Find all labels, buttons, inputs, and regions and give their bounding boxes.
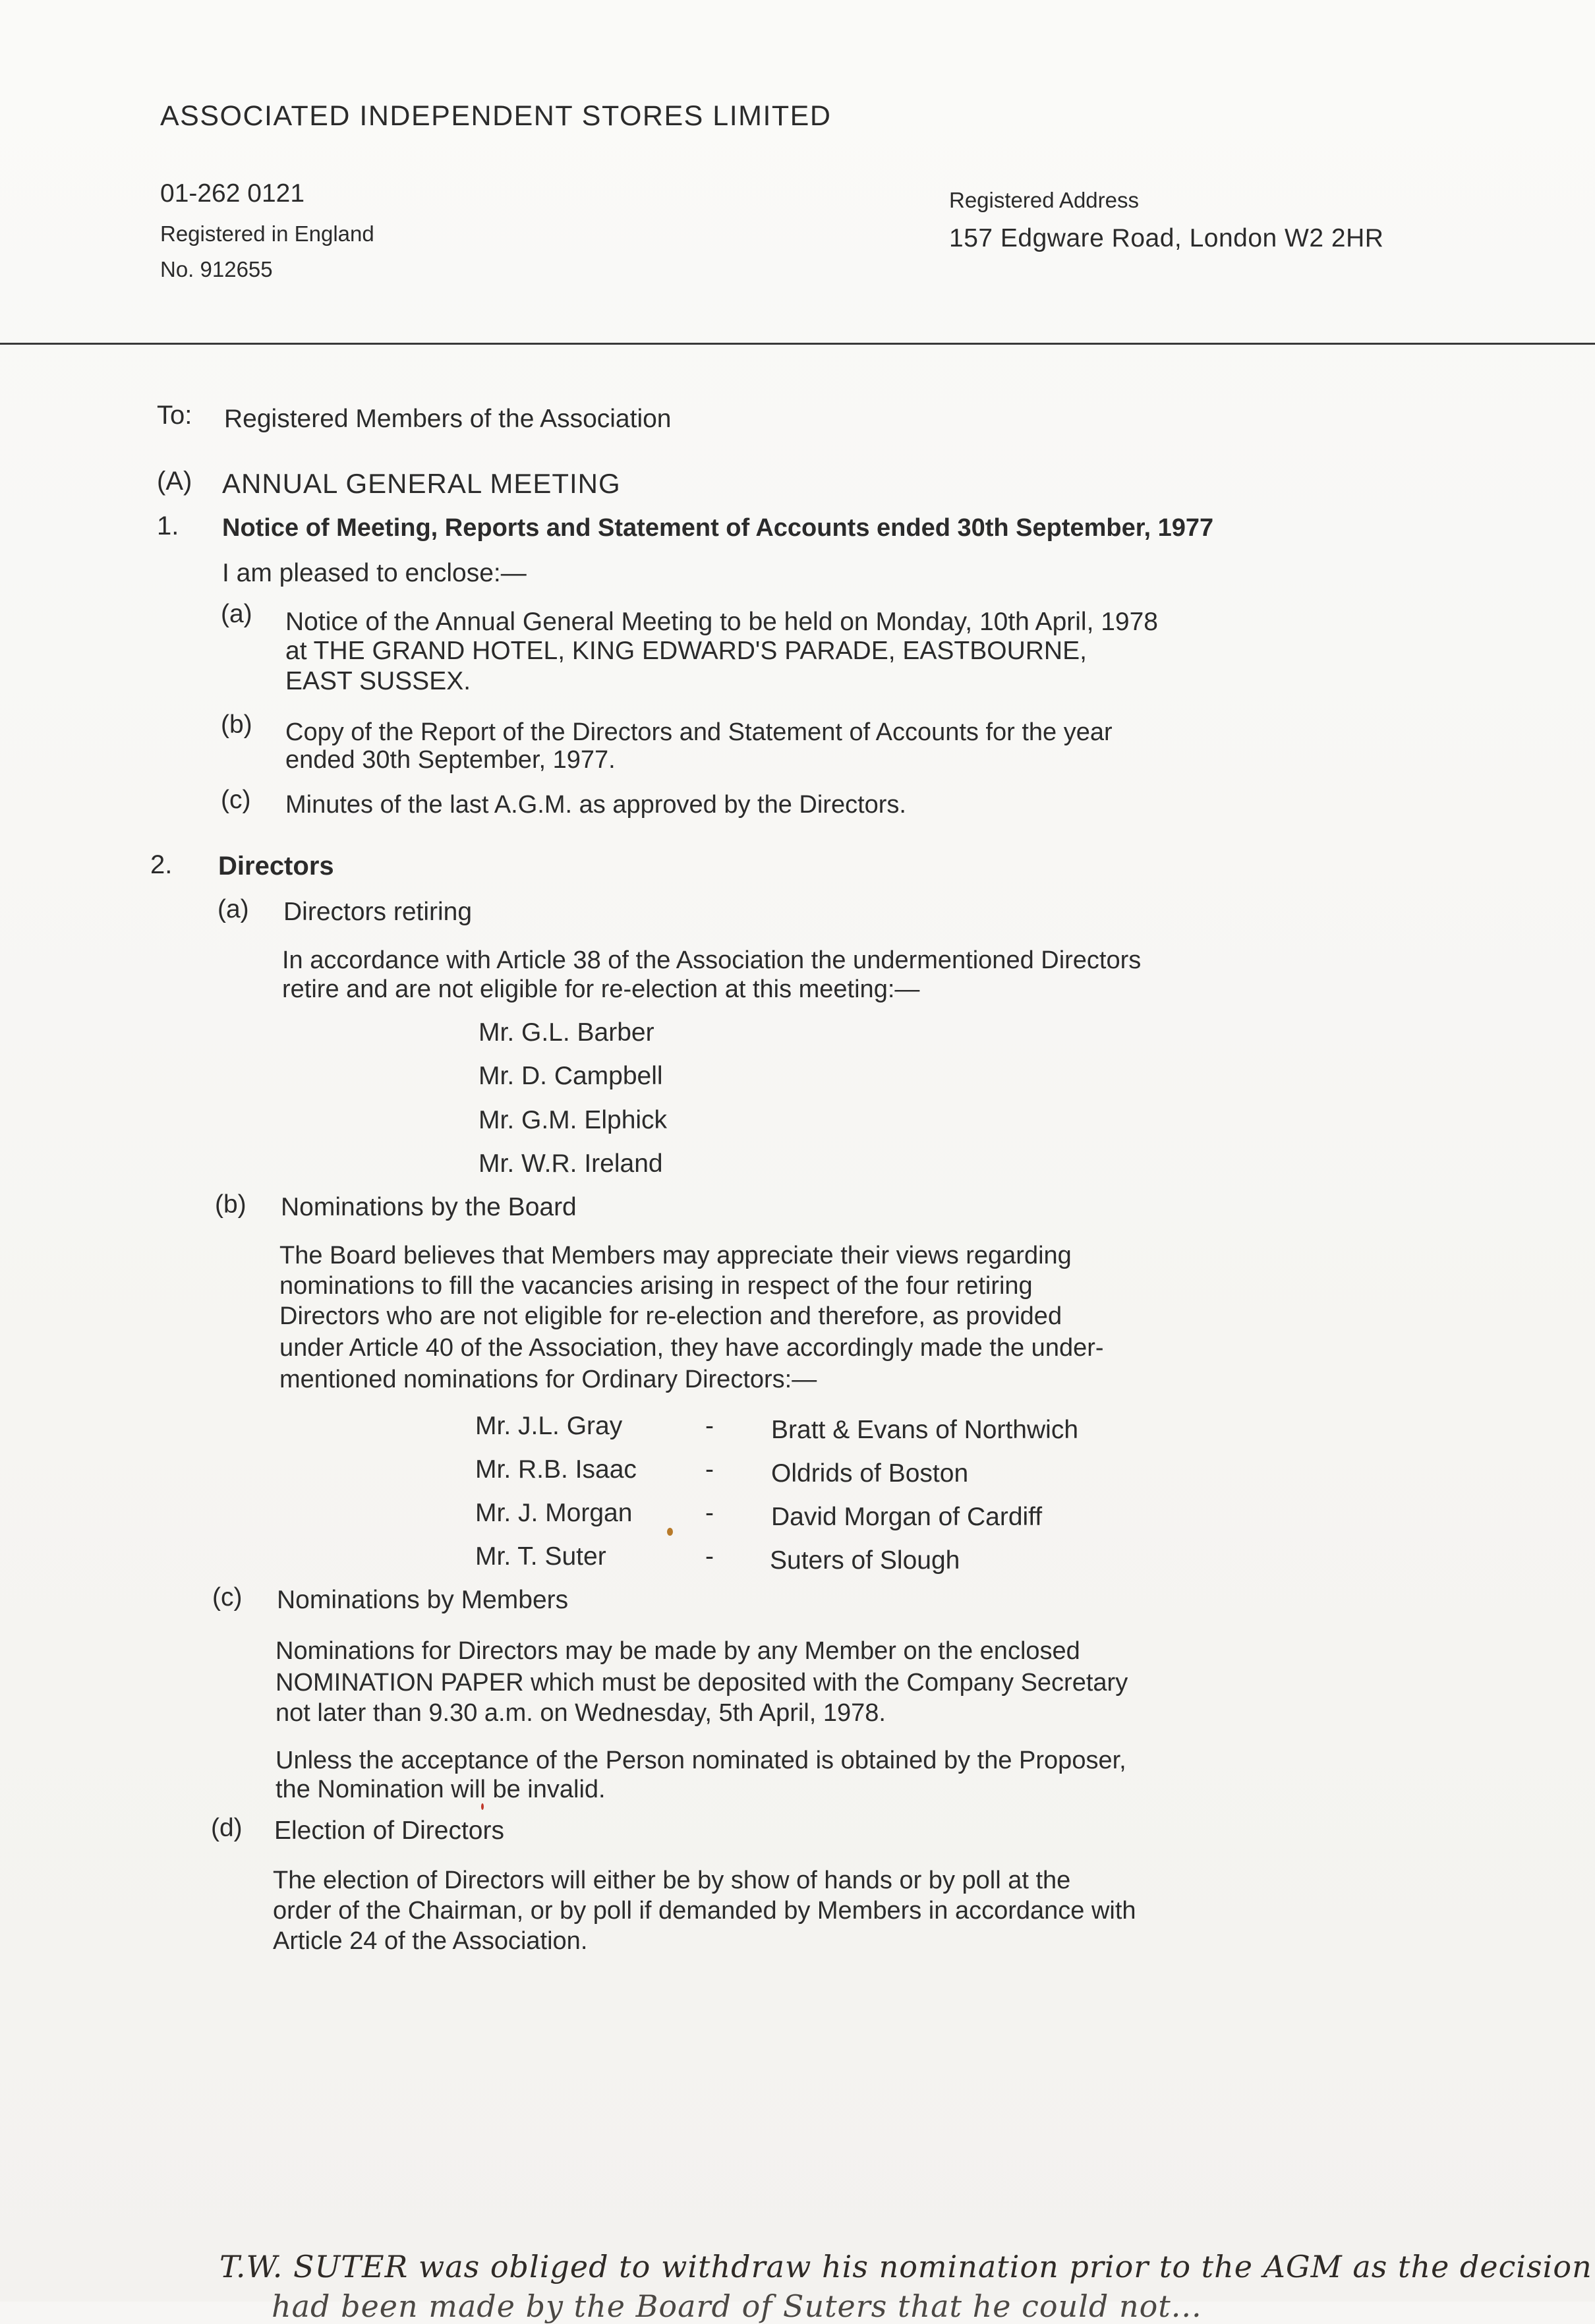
nominee-dash: - <box>705 1542 714 1571</box>
retiring-director: Mr. W.R. Ireland <box>478 1149 663 1178</box>
item-1b-line: Copy of the Report of the Directors and Statement of Accounts for the year <box>285 718 1113 746</box>
retiring-director: Mr. G.M. Elphick <box>478 1106 668 1134</box>
nominee-store: Suters of Slough <box>770 1546 960 1575</box>
paper-speck <box>481 1803 484 1810</box>
item-2a-line: In accordance with Article 38 of the Association the undermentioned Directors <box>282 946 1142 974</box>
item-2a-title: Directors retiring <box>283 898 473 926</box>
registered-address-label: Registered Address <box>949 188 1139 212</box>
retiring-director: Mr. G.L. Barber <box>478 1018 654 1047</box>
nominee-name: Mr. J. Morgan <box>475 1499 633 1527</box>
item-2b-line: under Article 40 of the Association, they have accordingly made the under- <box>279 1334 1104 1362</box>
item-1a-line: EAST SUSSEX. <box>285 667 471 695</box>
item-2c-line: not later than 9.30 a.m. on Wednesday, 5th April, 1978. <box>276 1699 886 1727</box>
nominee-store: Oldrids of Boston <box>771 1459 969 1488</box>
item-1-title: Notice of Meeting, Reports and Statement of Accounts ended 30th September, 1977 <box>222 514 1214 542</box>
item-1c-text: Minutes of the last A.G.M. as approved by the Directors. <box>285 791 906 819</box>
nominee-dash: - <box>705 1455 714 1484</box>
item-2c-line: Nominations for Directors may be made by any Member on the enclosed <box>276 1637 1080 1665</box>
item-2-title: Directors <box>218 852 334 881</box>
nominee-dash: - <box>705 1412 714 1440</box>
item-1a-line: Notice of the Annual General Meeting to be held on Monday, 10th April, 1978 <box>285 608 1159 636</box>
section-letter: (A) <box>157 467 192 496</box>
item-2c-line: NOMINATION PAPER which must be deposited with the Company Secretary <box>276 1669 1128 1697</box>
item-2-number: 2. <box>150 850 173 879</box>
item-2b-line: nominations to fill the vacancies arising in respect of the four retiring <box>279 1272 1033 1300</box>
item-2c-title: Nominations by Members <box>277 1586 569 1614</box>
item-2b-line: The Board believes that Members may appreciate their views regarding <box>279 1242 1072 1269</box>
nominee-store: Bratt & Evans of Northwich <box>771 1416 1079 1444</box>
nominee-dash: - <box>705 1499 714 1527</box>
phone-number: 01-262 0121 <box>160 179 305 208</box>
item-2d-line: Article 24 of the Association. <box>273 1927 588 1955</box>
paper-speck <box>667 1528 673 1536</box>
item-2a-line: retire and are not eligible for re-election at this meeting:— <box>282 975 920 1003</box>
to-label: To: <box>157 401 192 430</box>
item-1b-label: (b) <box>221 711 252 739</box>
item-2b-title: Nominations by the Board <box>281 1193 577 1221</box>
registered-number: No. 912655 <box>160 257 273 281</box>
item-2b-label: (b) <box>215 1190 246 1219</box>
item-2d-title: Election of Directors <box>274 1816 504 1845</box>
handwritten-note-line-2: had been made by the Board of Suters that he could not... <box>272 2288 1202 2324</box>
registered-in: Registered in England <box>160 221 374 246</box>
handwritten-note-line-1: T.W. SUTER was obliged to withdraw his nomination prior to the AGM as the decision <box>219 2249 1592 2284</box>
item-1b-line: ended 30th September, 1977. <box>285 746 616 774</box>
item-2b-line: Directors who are not eligible for re-election and therefore, as provided <box>279 1302 1062 1330</box>
item-1a-label: (a) <box>221 600 252 628</box>
addressee: Registered Members of the Association <box>224 405 672 433</box>
item-2d-label: (d) <box>211 1814 243 1842</box>
item-2c-label: (c) <box>212 1583 243 1612</box>
item-2a-label: (a) <box>218 895 249 923</box>
item-1-number: 1. <box>157 511 179 540</box>
company-name: ASSOCIATED INDEPENDENT STORES LIMITED <box>160 100 832 132</box>
item-1a-line: at THE GRAND HOTEL, KING EDWARD'S PARADE, EASTBOURNE, <box>285 637 1087 665</box>
item-2d-line: order of the Chairman, or by poll if demanded by Members in accordance with <box>273 1897 1136 1925</box>
item-2c-line: Unless the acceptance of the Person nominated is obtained by the Proposer, <box>276 1747 1126 1774</box>
header-divider <box>0 343 1595 345</box>
nominee-name: Mr. J.L. Gray <box>475 1412 623 1440</box>
registered-address: 157 Edgware Road, London W2 2HR <box>949 224 1384 252</box>
nominee-name: Mr. T. Suter <box>475 1542 606 1571</box>
item-1c-label: (c) <box>221 786 251 814</box>
item-2c-line: the Nomination will be invalid. <box>276 1776 606 1803</box>
item-1-intro: I am pleased to enclose:— <box>222 559 527 587</box>
section-title: ANNUAL GENERAL MEETING <box>222 468 621 499</box>
nominee-store: David Morgan of Cardiff <box>771 1503 1043 1531</box>
item-2d-line: The election of Directors will either be by show of hands or by poll at the <box>273 1867 1071 1894</box>
nominee-name: Mr. R.B. Isaac <box>475 1455 637 1484</box>
retiring-director: Mr. D. Campbell <box>478 1062 663 1090</box>
item-2b-line: mentioned nominations for Ordinary Directors:— <box>279 1366 817 1393</box>
